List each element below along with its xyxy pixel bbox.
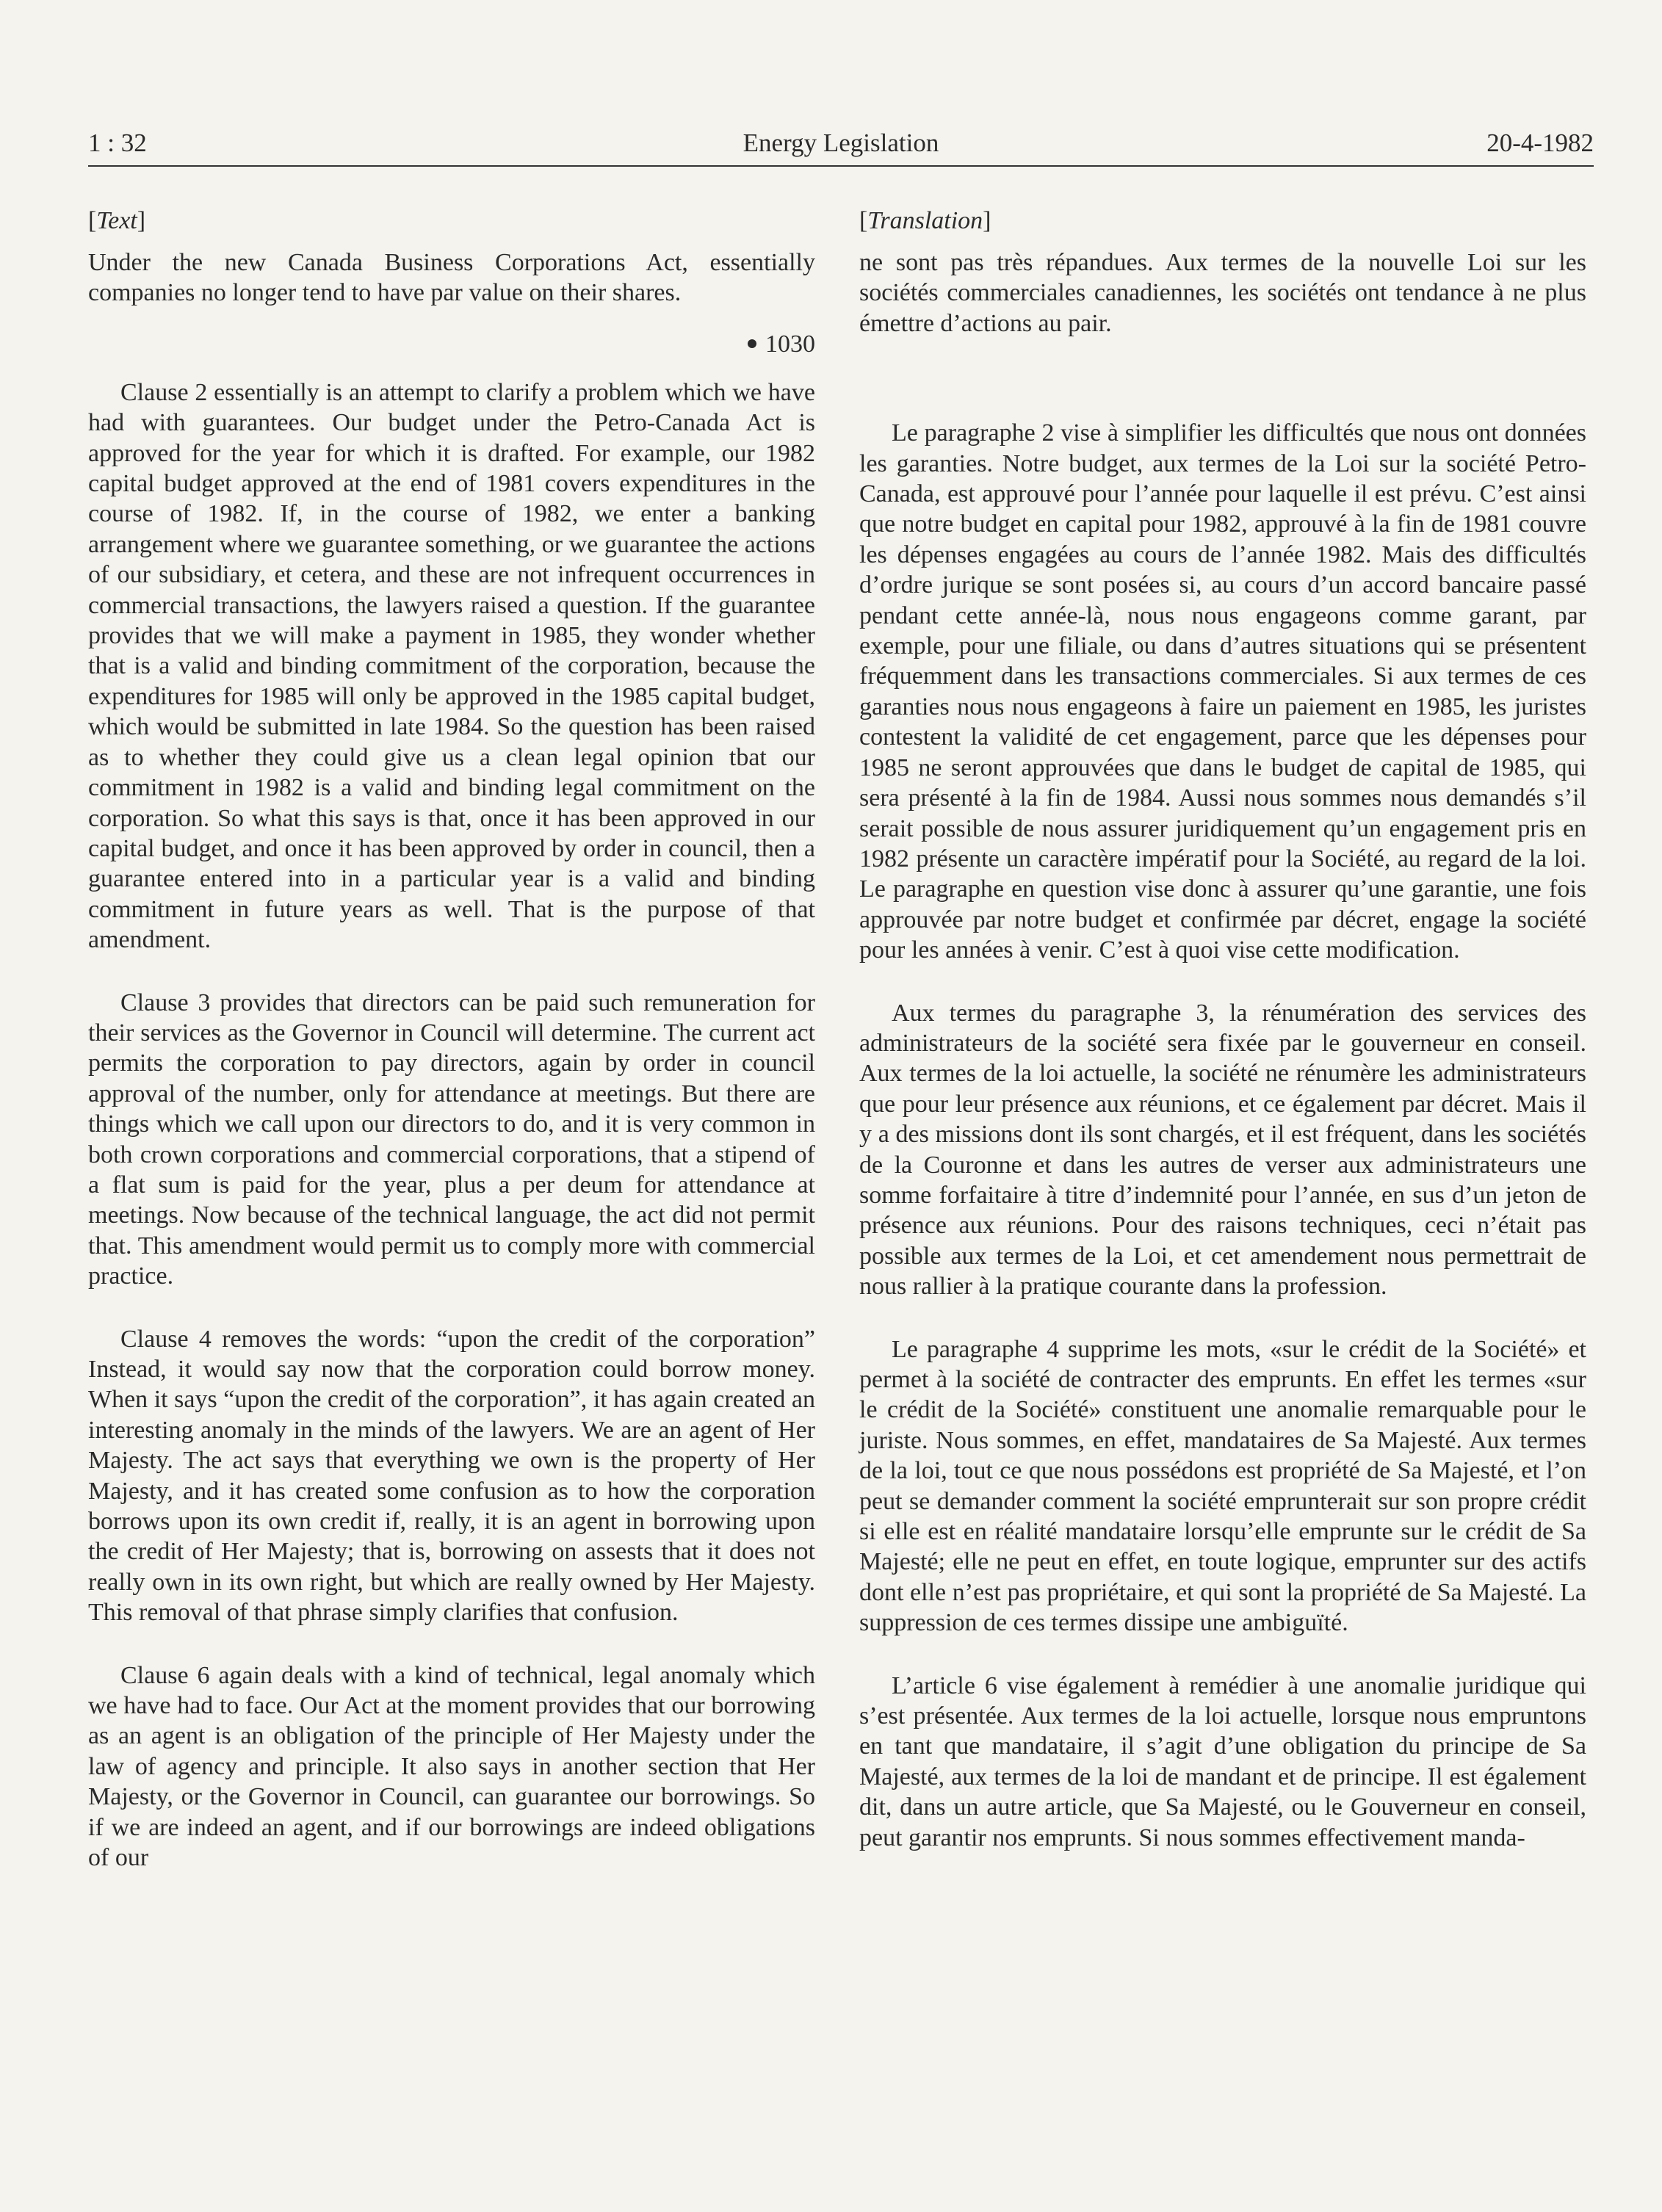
paragraph-clause-6: Clause 6 again deals with a kind of technical, legal anomaly which we have had to face. Our Act at the moment provides that our borrowing as an agent is an obligation of the principle of Her Majesty under the law of agency and principle. It also says in another section that Her Majesty, or the Governor in Council, can guarantee our borrowings. So if we are indeed an agent, and if our borrowings are indeed obligations of our — [88, 1661, 815, 1872]
paragraph-clause-2-fr: Le paragraphe 2 vise à simplifier les difficultés que nous ont données les garanties. Notre budget, aux termes de la Loi sur la société Petro-Canada, est approuvé pour l’année pour laquelle il est prévu. C’est ainsi que notre budget en capital pour 1982, approuvé à la fin de 1981 couvre les dépenses engagées au cours de l’année 1982. Mais des difficultés d’ordre jurique se sont posées si, au cours d’un accord bancaire passé pendant cette année-là, nous nous engageons comme garant, par exemple, pour une filiale, ou dans d’autres situations qui se présentent fréquemment dans les transactions commerciales. Si aux termes de ces garanties nous nous engageons à faire un paiement en 1985, les juristes contestent la validité de cet engagement, parce que les dépenses pour 1985 ne seront approuvées que dans le budget de capital de 1985, qui sera présenté à la fin de 1984. Aussi nous sommes nous demandés s’il serait possible de nous assurer juridiquement qu’un engagement pris en 1982 présente un caractère impératif pour la Société, au regard de la loi. Le paragraphe en question vise donc à assurer qu’une garantie, une fois approuvée par notre budget et confirmée par décret, engage la société pour les années à venir. C’est à quoi vise cette modification. — [859, 419, 1586, 964]
paragraph-par-value: Under the new Canada Business Corporations Act, essentially companies no longer tend to have par value on their shares. — [88, 249, 815, 307]
text-column-french — [859, 204, 1586, 1853]
paragraph-clause-2: Clause 2 essentially is an attempt to clarify a problem which we have had with guarantees. Our budget under the Petro-Canada Act is approved for the year for which it is drafted. For example, our 1982 capital budget approved at the end of 1981 covers expenditures in the course of 1982. If, in the course of 1982, we enter a banking arrangement where we guarantee something, or we guarantee the actions of our subsidiary, et cetera, and these are not infrequent occurrences in commercial transactions, the lawyers raised a question. If the guarantee provides that we will make a payment in 1985, they wonder whether that is a valid and binding commitment of the corporation, because the expenditures for 1985 will only be approved in the 1985 capital budget, which would be submitted in late 1984. So the question has been raised as to whether they could give us a clean legal opinion tbat our commitment in 1982 is a valid and binding legal commitment on the corporation. So what this says is that, once it has been approved in our capital budget, and once it has been approved by order in council, then a guarantee entered into in a particular year is a valid and binding commitment in future years as well. That is the purpose of that amendment. — [88, 378, 815, 954]
paragraph-clause-4: Clause 4 removes the words: “upon the credit of the corporation” Instead, it would say now that the corporation could borrow money. When it says “upon the credit of the corporation”, it has again created an interesting anomaly in the minds of the lawyers. We are an agent of Her Majesty. The act says that everything we own is the property of Her Majesty, and it has created some confusion as to how the corporation borrows upon its own credit if, really, it is an agent in borrowing upon the credit of Her Majesty; that is, borrowing on assests that it does not really own in its own right, but which are really owned by Her Majesty. This removal of that phrase simply clarifies that confusion. — [88, 1325, 815, 1627]
header-date: 20-4-1982 — [1486, 129, 1594, 157]
paragraph-clause-3-fr: Aux termes du paragraphe 3, la rénumération des services des administrateurs de la société sera fixée par le gouverneur en conseil. Aux termes de la loi actuelle, la société ne rénumère les administrateurs que pour leur présence aux réunions, et ce également par décret. Mais il y a des missions dont ils sont chargés, et il est fréquent, dans les sociétés de la Couronne et dans les autres de verser aux administrateurs une somme forfaitaire à titre d’indemnité pour l’année, en sus d’un jeton de présence aux réunions. Pour des raisons techniques, ceci n’était pas possible aux termes de la Loi, et cet amendement nous permettrait de nous rallier à la pratique courante dans la profession. — [859, 999, 1586, 1301]
column-label-translation: [Translation] — [859, 207, 991, 234]
paragraph-clause-6-fr: L’article 6 vise également à remédier à une anomalie juridique qui s’est présentée. Aux termes de la loi actuelle, lorsque nous empruntons en tant que mandataire, il s’agit d’une obligation du principe de Sa Majesté, aux termes de la loi de mandant et de principe. Il est également dit, dans un autre article, que Sa Majesté, ou le Gouverneur en conseil, peut garantir nos emprunts. Si nous sommes effectivement manda- — [859, 1671, 1586, 1851]
paragraph-par-value-fr: ne sont pas très répandues. Aux termes de la nouvelle Loi sur les sociétés commerciales canadiennes, les sociétés ont tendance à ne plus émettre d’actions au pair. — [859, 249, 1586, 337]
paragraph-clause-3: Clause 3 provides that directors can be paid such remuneration for their services as the Governor in Council will determine. The current act permits the corporation to pay directors, again by order in council approval of the number, only for attendance at meetings. But there are things which we call upon our directors to do, and it is very common in both crown corporations and commercial corporations, that a stipend of a flat sum is paid for the year, plus a per deum for attendance at meetings. Now because of the technical language, the act did not permit that. This amendment would permit us to comply more with commercial practice. — [88, 988, 815, 1290]
running-title: Energy Legislation — [743, 129, 939, 157]
header-rule — [88, 165, 1594, 167]
paragraph-clause-4-fr: Le paragraphe 4 supprime les mots, «sur le crédit de la Société» et permet à la société de contracter des emprunts. En effet les termes «sur le crédit de la Société» constituent une anomalie remarquable pour le juriste. Nous sommes, en effet, mandataires de Sa Majesté. Aux termes de la loi, tout ce que nous possédons est propriété de Sa Majesté, et l’on peut se demander comment la société emprunterait sur son propre crédit si elle est en réalité mandataire lorsqu’elle emprunte sur le crédit de Sa Majesté; elle ne peut en effet, en toute logique, emprunter sur des actifs dont elle n’est pas propriétaire, et qui sont la propriété de Sa Majesté. La suppression de ces termes dissipe une ambiguïté. — [859, 1335, 1586, 1637]
text-column-english — [88, 204, 815, 1873]
page-header — [88, 126, 1594, 167]
column-label-text: [Text] — [88, 207, 146, 234]
bullet-icon — [748, 339, 756, 348]
page-number: 1 : 32 — [88, 129, 147, 157]
time-marker: 1030 — [88, 328, 815, 361]
